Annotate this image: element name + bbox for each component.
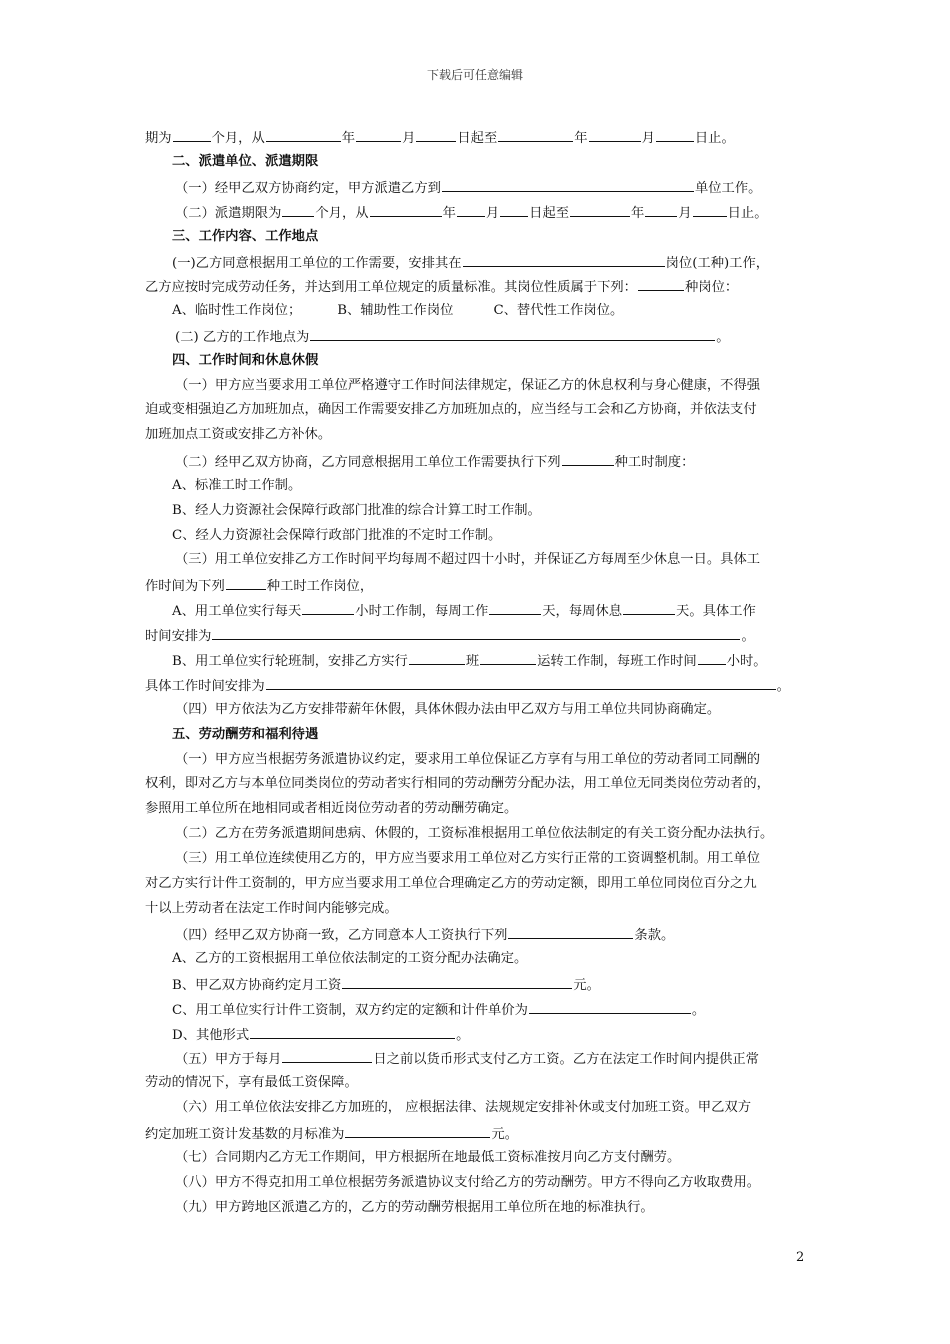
paragraph-line: A、乙方的工资根据用工单位依法制定的工资分配办法确定。 [172, 951, 528, 966]
paragraph-line: B、经人力资源社会保障行政部门批准的综合计算工时工作制。 [172, 503, 541, 518]
blank-field[interactable] [489, 601, 541, 615]
paragraph-line [145, 1124, 518, 1142]
paragraph-line [145, 277, 738, 295]
text-segment: 日之前以货币形式支付乙方工资。乙方在法定工作时间内提供正常 [373, 1052, 759, 1067]
paragraph-line [175, 452, 694, 470]
text-segment: 作时间为下列 [145, 579, 225, 594]
text-segment: 元。 [491, 1127, 519, 1142]
blank-field[interactable] [442, 178, 694, 192]
paragraph-line: （三）用工单位安排乙方工作时间平均每周不超过四十小时，并保证乙方每周至少休息一日。具体工 [175, 552, 761, 567]
text-segment: （二）经甲乙双方协商，乙方同意根据用工单位工作需要执行下列 [175, 455, 561, 470]
text-segment: 日止。 [694, 131, 735, 146]
text-segment: 个月，从 [315, 206, 369, 221]
paragraph-line [172, 302, 623, 320]
option-a: A、临时性工作岗位； [172, 303, 302, 318]
page-header: 下载后可任意编辑 [426, 68, 523, 82]
text-segment: 期为 [145, 131, 172, 146]
blank-field[interactable] [409, 651, 465, 665]
text-segment: 。 [691, 1003, 706, 1018]
text-segment: 岗位(工种)工作， [665, 256, 770, 271]
paragraph-line: （一）甲方应当根据劳务派遣协议约定，要求用工单位保证乙方享有与用工单位的劳动者同工同酬的 [175, 752, 761, 767]
blank-field[interactable] [302, 601, 354, 615]
blank-field[interactable] [266, 676, 776, 690]
blank-field[interactable] [508, 925, 633, 939]
text-segment: 日止。 [727, 206, 768, 221]
paragraph-line [172, 1000, 705, 1018]
paragraph-line: （二）乙方在劳务派遣期间患病、休假的，工资标准根据用工单位依法制定的有关工资分配办法执行。 [175, 826, 774, 841]
text-segment: (二) 乙方的工作地点为 [175, 330, 310, 345]
text-segment: 小时工作制，每周工作 [355, 604, 489, 619]
text-segment: 日起至 [529, 206, 570, 221]
blank-field[interactable] [480, 651, 536, 665]
blank-field[interactable] [342, 975, 572, 989]
blank-field[interactable] [656, 128, 694, 142]
text-segment: B、用工单位实行轮班制，安排乙方实行 [172, 654, 408, 669]
paragraph-line: 加班加点工资或安排乙方补休。 [145, 427, 332, 442]
blank-field[interactable] [500, 203, 528, 217]
text-segment: 运转工作制，每班工作时间 [537, 654, 697, 669]
option-b: B、辅助性工作岗位 [337, 303, 454, 318]
text-segment: 种岗位： [684, 280, 739, 295]
paragraph-line [175, 925, 674, 943]
blank-field[interactable] [266, 128, 341, 142]
text-segment: 天。具体工作 [676, 604, 756, 619]
paragraph-line: 对乙方实行计件工资制的，甲方应当要求用工单位合理确定乙方的劳动定额，即用工单位同岗位百分之九 [145, 876, 757, 891]
blank-field[interactable] [212, 626, 740, 640]
blank-field[interactable] [282, 203, 314, 217]
blank-field[interactable] [416, 128, 456, 142]
text-segment: 。 [741, 629, 755, 644]
text-segment: 种工时工作岗位， [266, 579, 374, 594]
blank-field[interactable] [173, 128, 211, 142]
paragraph-line [172, 1025, 469, 1043]
text-segment: 月 [485, 206, 500, 221]
text-segment: 乙方应按时完成劳动任务，并达到用工单位规定的质量标准。其岗位性质属于下列： [145, 280, 637, 295]
text-segment: 元。 [573, 978, 600, 993]
blank-field[interactable] [570, 203, 630, 217]
text-segment: 。 [776, 679, 790, 694]
text-segment: 个月，从 [211, 131, 265, 146]
text-segment: （四）经甲乙双方协商一致，乙方同意本人工资执行下列 [175, 928, 508, 943]
paragraph-line: 参照用工单位所在地相同或者相近岗位劳动者的劳动酬劳确定。 [145, 801, 518, 816]
text-segment: 条款。 [634, 928, 675, 943]
paragraph-line [145, 676, 790, 694]
text-segment: 班 [465, 654, 480, 669]
paragraph-line: A、标准工时工作制。 [172, 478, 302, 493]
paragraph-line: C、经人力资源社会保障行政部门批准的不定时工作制。 [172, 528, 502, 543]
text-segment: 日起至 [457, 131, 498, 146]
blank-field[interactable] [645, 203, 677, 217]
section-heading: 四、工作时间和休息休假 [172, 353, 319, 368]
paragraph-line: （八）甲方不得克扣用工单位根据劳务派遣协议支付给乙方的劳动酬劳。甲方不得向乙方收取费用。 [175, 1175, 761, 1190]
blank-field[interactable] [250, 1025, 455, 1039]
paragraph-line: （九）甲方跨地区派遣乙方的，乙方的劳动酬劳根据用工单位所在地的标准执行。 [175, 1200, 654, 1215]
paragraph-line [172, 253, 769, 271]
blank-field[interactable] [623, 601, 675, 615]
paragraph-line [145, 626, 755, 644]
blank-field[interactable] [356, 128, 401, 142]
blank-field[interactable] [370, 203, 442, 217]
text-segment: D、其他形式 [172, 1028, 250, 1043]
paragraph-line: （一）甲方应当要求用工单位严格遵守工作时间法律规定，保证乙方的休息权利与身心健康，不得强 [175, 378, 761, 393]
paragraph-line: 迫或变相强迫乙方加班加点，确因工作需要安排乙方加班加点的，应当经与工会和乙方协商，并依法支付 [145, 402, 757, 417]
blank-field[interactable] [310, 327, 715, 341]
blank-field[interactable] [529, 1000, 691, 1014]
blank-field[interactable] [589, 128, 641, 142]
paragraph-line [175, 1049, 759, 1067]
paragraph-line: （三）用工单位连续使用乙方的，甲方应当要求用工单位对乙方实行正常的工资调整机制。用工单位 [175, 851, 761, 866]
text-segment: 时间安排为 [145, 629, 212, 644]
paragraph-line: （六）用工单位依法安排乙方加班的， 应根据法律、法规规定安排补休或支付加班工资。甲乙双方 [175, 1100, 751, 1115]
page-number: 2 [796, 1250, 805, 1265]
paragraph-line [175, 203, 768, 221]
text-segment: 单位工作。 [694, 181, 762, 196]
blank-field[interactable] [498, 128, 573, 142]
paragraph-line: 权利，即对乙方与本单位同类岗位的劳动者实行相同的劳动酬劳分配办法，用工单位无同类岗位劳动者的， [145, 776, 770, 791]
text-segment: A、用工单位实行每天 [172, 604, 302, 619]
blank-field[interactable] [226, 576, 266, 590]
paragraph-line [172, 601, 756, 619]
paragraph-line: （七）合同期内乙方无工作期间，甲方根据所在地最低工资标准按月向乙方支付酬劳。 [175, 1150, 681, 1165]
text-segment: 。 [456, 1028, 470, 1043]
section-heading: 二、派遣单位、派遣期限 [172, 154, 319, 169]
paragraph-line [172, 975, 600, 993]
paragraph-line [172, 651, 767, 669]
paragraph-line: 劳动的情况下，享有最低工资保障。 [145, 1075, 358, 1090]
text-segment: 月 [678, 206, 692, 221]
text-segment: 约定加班工资计发基数的月标准为 [145, 1127, 345, 1142]
blank-field[interactable] [638, 277, 684, 291]
section-heading: 三、工作内容、工作地点 [172, 229, 319, 244]
text-segment: （五）甲方于每月 [175, 1052, 282, 1067]
blank-field[interactable] [693, 203, 727, 217]
paragraph-line [145, 128, 735, 146]
blank-field[interactable] [345, 1124, 490, 1138]
text-segment: 年 [442, 206, 456, 221]
section-heading: 五、劳动酬劳和福利待遇 [172, 727, 319, 742]
blank-field[interactable] [698, 651, 726, 665]
paragraph-line: 十以上劳动者在法定工作时间内能够完成。 [145, 901, 398, 916]
text-segment: 月 [402, 131, 416, 146]
paragraph-line: （四）甲方依法为乙方安排带薪年休假，具体休假办法由甲乙双方与用工单位共同协商确定。 [175, 702, 721, 717]
text-segment: (一)乙方同意根据用工单位的工作需要，安排其在 [172, 256, 462, 271]
text-segment: 具体工作时间安排为 [145, 679, 265, 694]
text-segment: 月 [641, 131, 655, 146]
blank-field[interactable] [457, 203, 485, 217]
blank-field[interactable] [463, 253, 665, 267]
blank-field[interactable] [562, 452, 614, 466]
paragraph-line [175, 178, 761, 196]
text-segment: 种工时制度： [614, 455, 695, 470]
text-segment: （二）派遣期限为 [175, 206, 282, 221]
text-segment: 年 [631, 206, 645, 221]
blank-field[interactable] [282, 1049, 372, 1063]
paragraph-line [175, 327, 730, 345]
text-segment: （一）经甲乙双方协商约定，甲方派遣乙方到 [175, 181, 441, 196]
text-segment: 。 [716, 330, 730, 345]
text-segment: 年 [341, 131, 356, 146]
text-segment: 年 [574, 131, 588, 146]
text-segment: B、甲乙双方协商约定月工资 [172, 978, 342, 993]
text-segment: 天，每周休息 [542, 604, 623, 619]
text-segment: 小时。 [726, 654, 767, 669]
option-c: C、替代性工作岗位。 [493, 303, 624, 318]
paragraph-line [145, 576, 373, 594]
text-segment: C、用工单位实行计件工资制，双方约定的定额和计件单价为 [172, 1003, 528, 1018]
